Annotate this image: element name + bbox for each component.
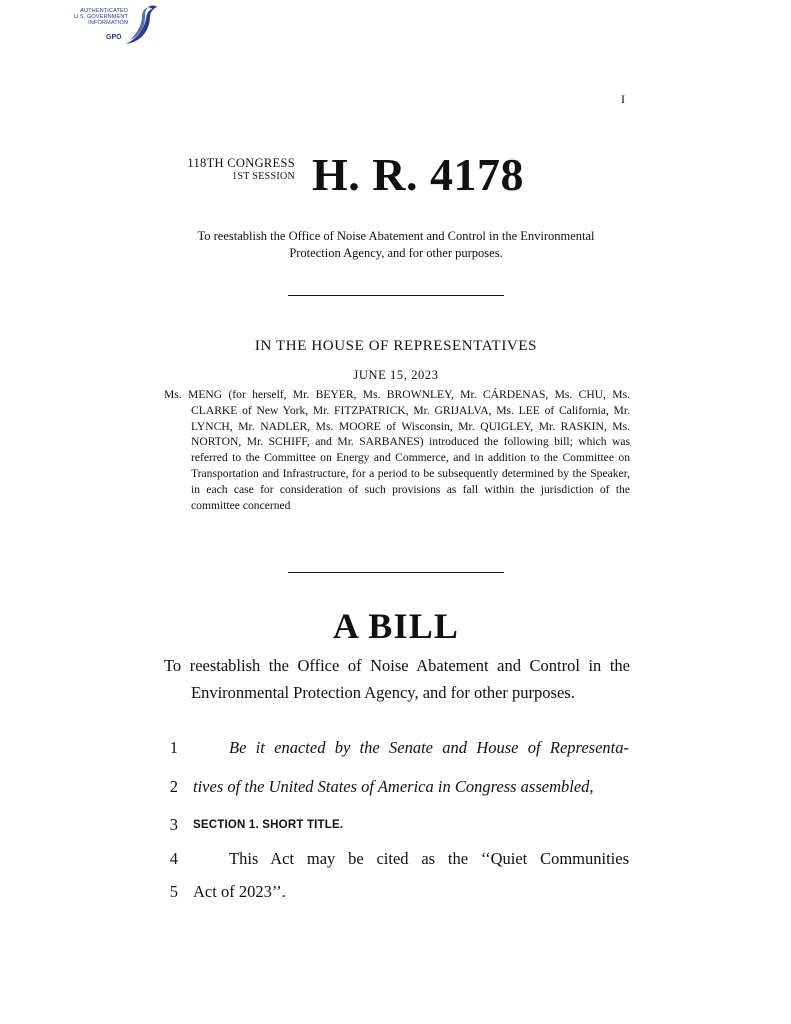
eagle-icon (120, 4, 158, 48)
short-title-line: Act of 2023’’. (193, 882, 286, 901)
house-heading: IN THE HOUSE OF REPRESENTATIVES (254, 338, 538, 354)
congress-label: 118TH CONGRESS (187, 156, 295, 170)
divider-rule (288, 572, 504, 573)
bill-number: H. R. 4178 (312, 149, 524, 200)
logo-text (60, 8, 128, 27)
session-label: 1ST SESSION (232, 171, 295, 182)
line-number: 5 (169, 882, 178, 901)
short-title-line: This Act may be cited as the ‘‘Quiet Communities (229, 849, 629, 868)
logo-line-3: INFORMATION (88, 20, 128, 27)
introduction-paragraph (164, 387, 630, 513)
line-number: 1 (169, 738, 178, 757)
logo-line-2: U.S. GOVERNMENT (73, 14, 128, 21)
long-title (164, 653, 630, 706)
section-heading: SECTION 1. SHORT TITLE. (193, 819, 344, 831)
enacting-clause-line: Be it enacted by the Senate and House of Representa- (229, 738, 629, 757)
logo-line-1: AUTHENTICATED (80, 8, 128, 14)
line-number: 4 (169, 849, 178, 868)
introduction-text: Ms. MENG (for herself, Mr. BEYER, Ms. BROWNLEY, Mr. CÁRDENAS, Ms. CHU, Ms. CLARKE of New York, Mr. FITZPATRICK, Mr. GRIJALVA, Ms. LEE of California, Mr. LYNCH, Mr. NADLER, Ms. MOORE of Wisconsin, Mr. QUIGLEY, Mr. RASKIN, Ms. NORTON, Mr. SCHIFF, and Mr. SARBANES) introduced the following bill; which was referred to the Committee on Energy and Commerce, and in addition to the Committee on Transportation and Infrastructure, for a period to be subsequently determined by the Speaker, in each case for consideration of such provisions as fall within the jurisdiction of the committee concerned (164, 388, 630, 512)
introduction-date: JUNE 15, 2023 (353, 368, 439, 382)
page-roman-numeral: I (621, 92, 625, 106)
logo-gpo-mark: GPO (106, 34, 122, 41)
long-title-text: To reestablish the Office of Noise Abatement and Control in the Environmental Protection Agency, and for other purposes. (164, 656, 630, 702)
enacting-clause-line: tives of the United States of America in Congress assembled, (193, 777, 594, 796)
line-number: 2 (169, 777, 178, 796)
a-bill-heading: A BILL (332, 606, 460, 646)
gpo-authentication-logo (60, 4, 160, 50)
divider-rule (288, 295, 504, 296)
line-number: 3 (169, 815, 178, 834)
short-purpose: To reestablish the Office of Noise Abatement and Control in the Environmental Protection Agency, and for other purposes. (197, 229, 595, 260)
congress-session-block (150, 156, 295, 184)
